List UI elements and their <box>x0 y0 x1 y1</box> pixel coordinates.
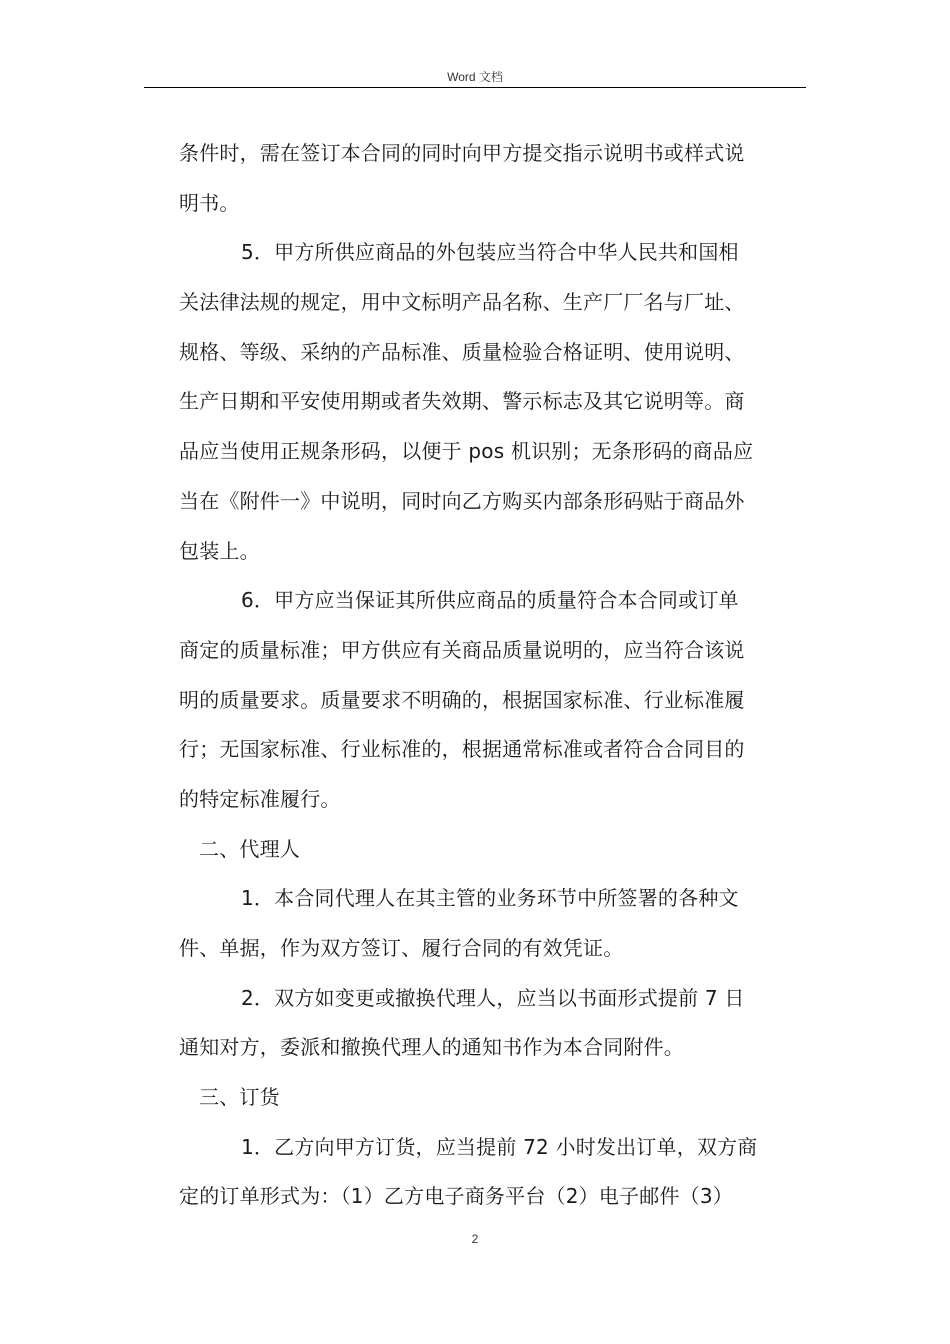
text-line: 1．乙方向甲方订货，应当提前 72 小时发出订单，双方商 <box>241 1134 758 1159</box>
text-line: 包装上。 <box>179 538 260 563</box>
text-line: 明的质量要求。质量要求不明确的，根据国家标准、行业标准履 <box>179 687 745 712</box>
header-divider <box>144 87 806 88</box>
text-line: 当在《附件一》中说明，同时向乙方购买内部条形码贴于商品外 <box>179 488 745 513</box>
text-line: 2．双方如变更或撤换代理人，应当以书面形式提前 7 日 <box>241 985 745 1010</box>
text-line: 定的订单形式为：（1）乙方电子商务平台（2）电子邮件（3） <box>179 1184 733 1209</box>
text-line: 商定的质量标准；甲方供应有关商品质量说明的，应当符合该说 <box>179 637 745 662</box>
text-line: 1．本合同代理人在其主管的业务环节中所签署的各种文 <box>241 886 739 911</box>
text-line: 行；无国家标准、行业标准的，根据通常标准或者符合合同目的 <box>179 737 745 762</box>
document-body <box>179 129 809 1222</box>
text-line: 规格、等级、采纳的产品标准、质量检验合格证明、使用说明、 <box>179 339 745 364</box>
text-line: 关法律法规的规定，用中文标明产品名称、生产厂厂名与厂址、 <box>179 290 745 315</box>
text-line: 三、订货 <box>199 1085 280 1110</box>
text-line: 6．甲方应当保证其所供应商品的质量符合本合同或订单 <box>241 588 739 613</box>
text-line: 品应当使用正规条形码，以便于 pos 机识别；无条形码的商品应 <box>179 439 754 464</box>
text-line: 条件时，需在签订本合同的同时向甲方提交指示说明书或样式说 <box>179 141 745 165</box>
text-line: 件、单据，作为双方签订、履行合同的有效凭证。 <box>179 936 624 960</box>
text-line: 生产日期和平安使用期或者失效期、警示标志及其它说明等。商 <box>179 389 745 414</box>
text-line: 明书。 <box>179 190 240 215</box>
page-number: 2 <box>471 1232 479 1246</box>
text-line: 的特定标准履行。 <box>179 786 341 811</box>
page-header-title: Word 文档 <box>447 70 503 84</box>
text-line: 5．甲方所供应商品的外包装应当符合中华人民共和国相 <box>241 240 739 265</box>
text-line: 通知对方，委派和撤换代理人的通知书作为本合同附件。 <box>179 1035 684 1060</box>
text-line: 二、代理人 <box>199 836 300 861</box>
